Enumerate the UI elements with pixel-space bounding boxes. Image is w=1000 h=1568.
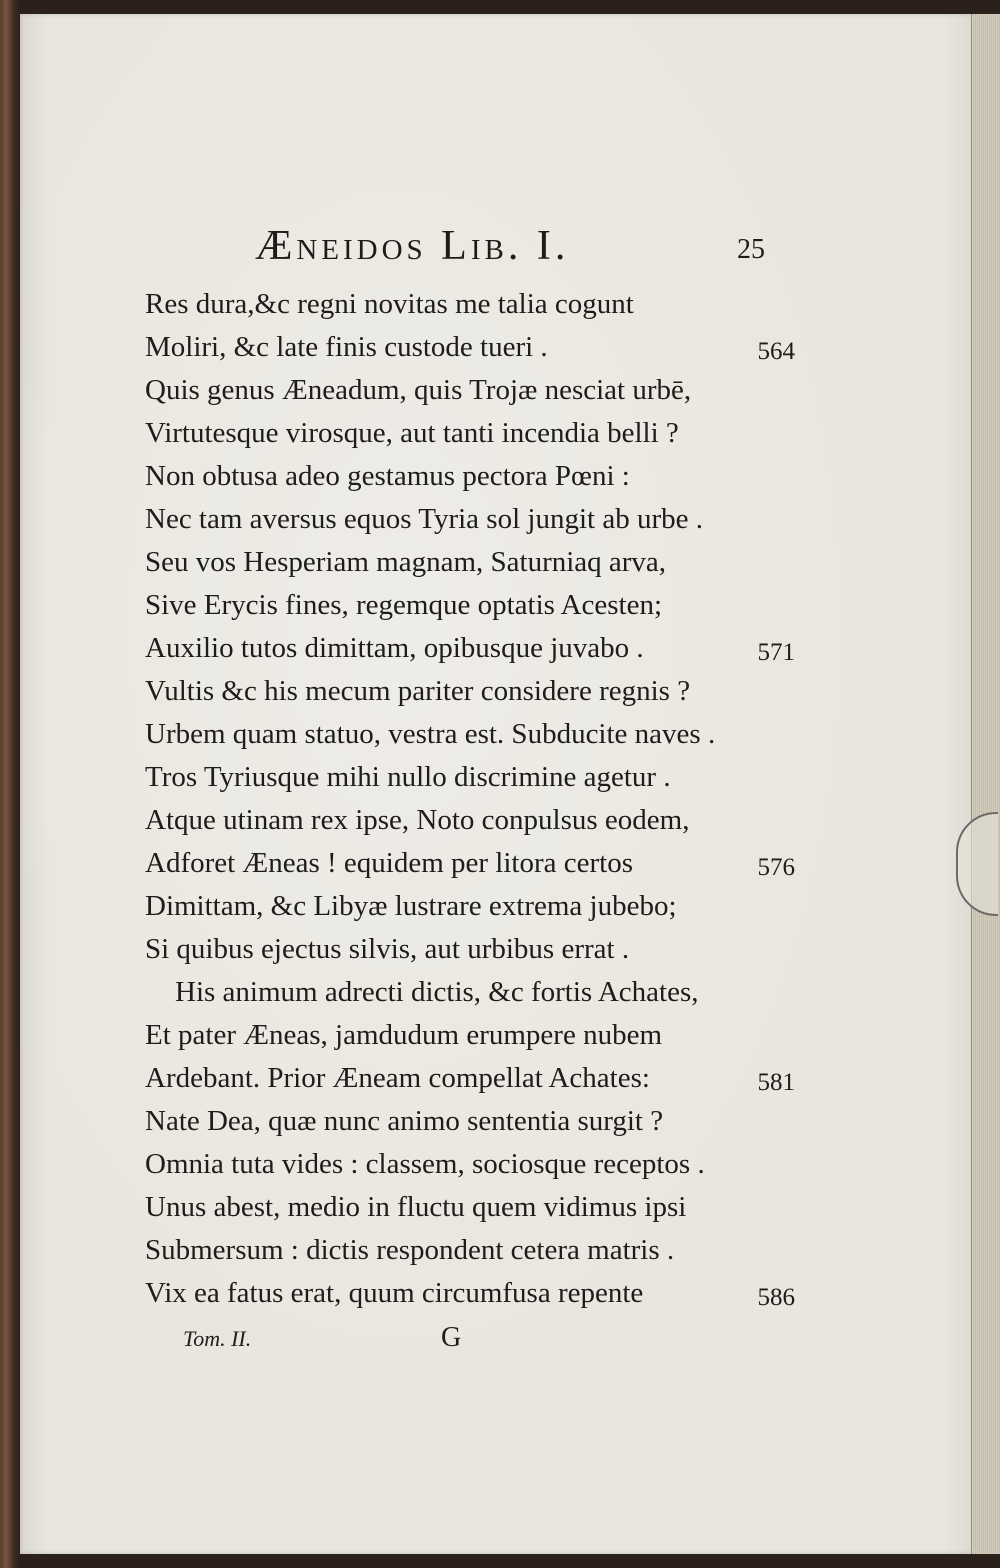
verse-line (145, 1057, 795, 1100)
verse-text: Urbem quam statuo, vestra est. Subducite naves . (145, 718, 716, 750)
page-number: 25 (737, 234, 765, 265)
verse-text: Nate Dea, quæ nunc animo sententia surgit ? (145, 1105, 664, 1137)
verse-text: Atque utinam rex ipse, Noto conpulsus eodem, (145, 804, 690, 836)
verse-text: Auxilio tutos dimittam, opibusque juvabo . (145, 632, 644, 664)
verse-text: Non obtusa adeo gestamus pectora Pœni : (145, 460, 630, 492)
verse-text: Quis genus Æneadum, quis Trojæ nesciat urbē, (145, 374, 692, 406)
verse-line (145, 326, 795, 369)
verse-text: Ardebant. Prior Æneam compellat Achates: (145, 1062, 650, 1094)
verse-text: Vultis &c his mecum pariter considere regnis ? (145, 675, 691, 707)
verse-line (145, 369, 795, 412)
verse-line (145, 885, 795, 928)
verse-text: Seu vos Hesperiam magnam, Saturniaq arva, (145, 546, 667, 578)
verse-text: Res dura,&c regni novitas me talia cogunt (145, 288, 634, 320)
verse-line (145, 541, 795, 584)
verse-line (145, 756, 795, 799)
verse-block (145, 283, 795, 1315)
verse-line (145, 412, 795, 455)
line-number: 564 (757, 338, 795, 365)
page-edges (971, 14, 1000, 1554)
verse-line (145, 670, 795, 713)
verse-line (145, 842, 795, 885)
verse-line (145, 1186, 795, 1229)
verse-text: Submersum : dictis respondent cetera matris . (145, 1234, 675, 1266)
page-footer (183, 1322, 503, 1362)
verse-line (145, 1100, 795, 1143)
verse-line (145, 1272, 795, 1315)
verse-text: Nec tam aversus equos Tyria sol jungit ab urbe . (145, 503, 703, 535)
running-header (255, 222, 775, 270)
verse-text: Vix ea fatus erat, quum circumfusa repente (145, 1277, 644, 1309)
verse-line (145, 498, 795, 541)
verse-text: Et pater Æneas, jamdudum erumpere nubem (145, 1019, 663, 1051)
verse-line (145, 971, 795, 1014)
verse-line (145, 1014, 795, 1057)
verse-text: Dimittam, &c Libyæ lustrare extrema jubebo; (145, 890, 677, 922)
verse-text: Omnia tuta vides : classem, sociosque receptos . (145, 1148, 705, 1180)
verse-text: Adforet Æneas ! equidem per litora certos (145, 847, 633, 879)
verse-line (145, 799, 795, 842)
verse-line (145, 1143, 795, 1186)
running-title: Æneidos Lib. I. (255, 223, 570, 269)
verse-text: His animum adrecti dictis, &c fortis Achates, (175, 976, 699, 1008)
verse-text: Virtutesque virosque, aut tanti incendia belli ? (145, 417, 679, 449)
volume-mark: Tom. II. (183, 1326, 252, 1351)
verse-text: Moliri, &c late finis custode tueri . (145, 331, 548, 363)
verse-text: Sive Erycis fines, regemque optatis Acesten; (145, 589, 663, 621)
verse-text: Si quibus ejectus silvis, aut urbibus errat . (145, 933, 630, 965)
line-number: 576 (757, 854, 795, 881)
verse-text: Tros Tyriusque mihi nullo discrimine agetur . (145, 761, 671, 793)
verse-line (145, 1229, 795, 1272)
line-number: 571 (757, 639, 795, 666)
verse-text: Unus abest, medio in fluctu quem vidimus ipsi (145, 1191, 687, 1223)
line-number: 586 (757, 1284, 795, 1311)
verse-line (145, 283, 795, 326)
verse-line (145, 928, 795, 971)
verse-line (145, 713, 795, 756)
verse-line (145, 455, 795, 498)
line-number: 581 (757, 1069, 795, 1096)
verse-line (145, 627, 795, 670)
signature-mark: G (441, 1322, 462, 1353)
verse-line (145, 584, 795, 627)
